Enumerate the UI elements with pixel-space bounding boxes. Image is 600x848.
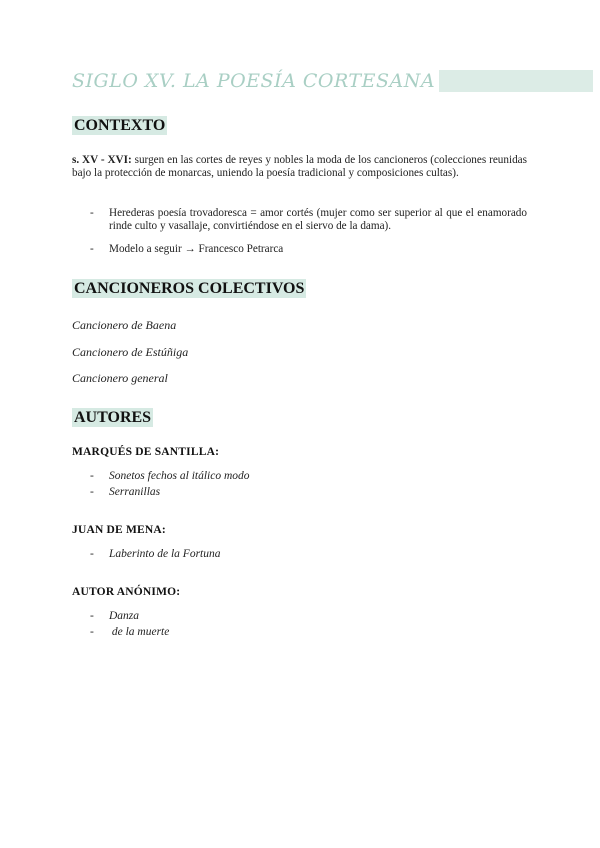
bullet-dash: - — [90, 548, 94, 560]
cancionero-item: Cancionero de Estúñiga — [72, 345, 189, 359]
author-name: MARQUÉS DE SANTILLA: — [72, 446, 220, 458]
bullet-dash: - — [90, 486, 94, 498]
page-title: SIGLO XV. LA POESÍA CORTESANA — [72, 70, 436, 92]
cancionero-item: Cancionero de Baena — [72, 318, 177, 332]
work-title: de la muerte — [109, 626, 170, 638]
author-name: AUTOR ANÓNIMO: — [72, 586, 181, 598]
work-title: Danza — [109, 610, 140, 622]
title-highlight-bar — [439, 70, 593, 92]
author-name: JUAN DE MENA: — [72, 524, 166, 536]
heading-contexto: CONTEXTO — [74, 117, 166, 134]
heading-cancioneros: CANCIONEROS COLECTIVOS — [74, 280, 305, 297]
context-paragraph — [72, 154, 527, 180]
cancionero-item: Cancionero general — [72, 371, 168, 385]
context-lead-text: surgen en las cortes de reyes y nobles la moda de los cancioneros (colecciones reunidas bajo la protección de monarcas, uniendo la poesía tradicional y composiciones cultas). — [72, 154, 527, 180]
context-lead-bold: s. XV - XVI: — [72, 154, 132, 166]
list-item-text: Modelo a seguir → Francesco Petrarca — [109, 243, 284, 255]
work-title: Sonetos fechos al itálico modo — [109, 470, 250, 482]
list-item-text: Herederas poesía trovadoresca = amor cortés (mujer como ser superior al que el enamorado rinde culto y vasallaje, convirtiéndose en el siervo de la dama). — [109, 207, 527, 233]
bullet-dash: - — [90, 207, 94, 219]
page-title-block — [72, 70, 593, 96]
work-title: Serranillas — [109, 486, 161, 498]
bullet-dash: - — [90, 243, 94, 255]
bullet-dash: - — [90, 626, 94, 638]
heading-autores: AUTORES — [74, 409, 152, 426]
bullet-dash: - — [90, 610, 94, 622]
work-title: Laberinto de la Fortuna — [109, 548, 221, 560]
bullet-dash: - — [90, 470, 94, 482]
